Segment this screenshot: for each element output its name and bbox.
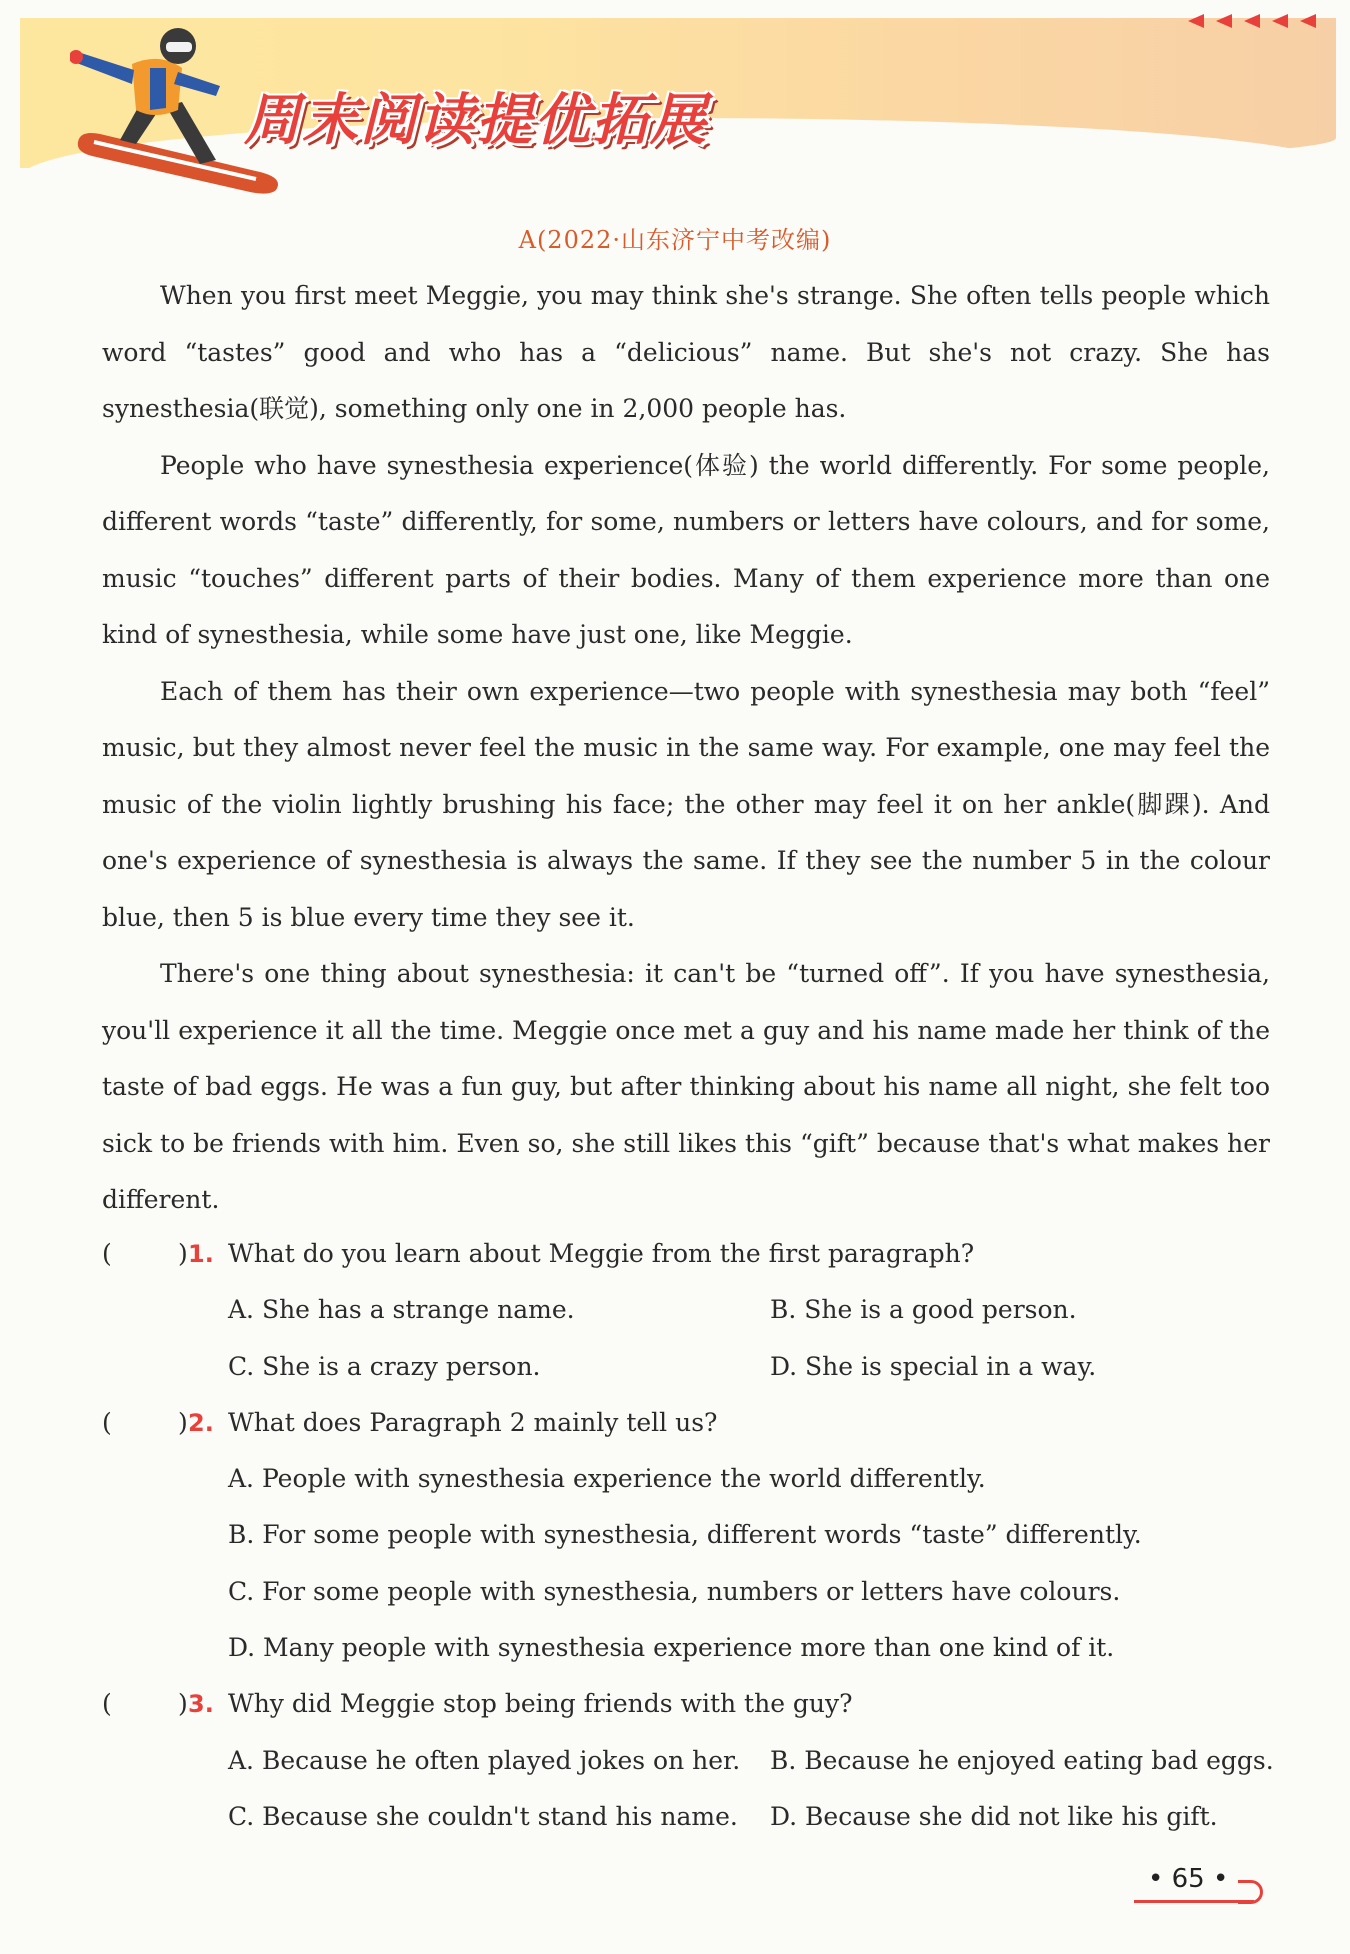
question-3: [102, 1676, 1270, 1732]
option-d[interactable]: D. Because she did not like his gift.: [770, 1801, 1218, 1831]
question-number: 3.: [188, 1690, 214, 1719]
arrow-decoration-icon: [1188, 14, 1316, 28]
answer-blank-close: ): [178, 1689, 188, 1719]
question-stem: What do you learn about Meggie from the first paragraph?: [228, 1239, 975, 1268]
answer-blank-open[interactable]: (: [102, 1407, 112, 1437]
reading-passage: [102, 268, 1270, 1229]
paragraph-1: When you first meet Meggie, you may think she's strange. She often tells people which word “tastes” good and who has a “delicious” name. But she's not crazy. She has synesthesia(联觉), something only one in 2,000 people has.: [102, 281, 1270, 423]
options-row: [102, 1733, 1274, 1789]
question-number: 2.: [188, 1408, 214, 1437]
question-2: [102, 1395, 1270, 1451]
options-row: [102, 1507, 1270, 1563]
question-stem: Why did Meggie stop being friends with the guy?: [228, 1689, 853, 1719]
options-row: [102, 1451, 1270, 1507]
page-number-hook-icon: [1238, 1880, 1263, 1904]
answer-blank-open[interactable]: (: [102, 1239, 112, 1268]
answer-blank-close: ): [178, 1407, 188, 1437]
option-c[interactable]: C. For some people with synesthesia, numbers or letters have colours.: [228, 1576, 1121, 1606]
option-a[interactable]: A. Because he often played jokes on her.: [228, 1745, 741, 1775]
option-a[interactable]: A. She has a strange name.: [228, 1295, 575, 1325]
page-number: • 65 •: [1148, 1864, 1229, 1894]
option-c[interactable]: C. She is a crazy person.: [228, 1351, 541, 1381]
paragraph-3: Each of them has their own experience—two people with synesthesia may both “feel” music, but they almost never feel the music in the same way. For example, one may feel the music of the violin lightly brushing his face; the other may feel it on her ankle(脚踝). And one's experience of synesthesia is always the same. If they see the number 5 in the colour blue, then 5 is blue every time they see it.: [102, 676, 1270, 932]
question-number: 1.: [188, 1240, 214, 1268]
page-title: 周末阅读提优拓展: [244, 88, 708, 153]
option-b[interactable]: B. For some people with synesthesia, different words “taste” differently.: [228, 1520, 1142, 1550]
options-row: [102, 1620, 1270, 1676]
option-b[interactable]: B. Because he enjoyed eating bad eggs.: [770, 1745, 1274, 1775]
options-row: [102, 1339, 1270, 1395]
answer-blank-open[interactable]: (: [102, 1689, 112, 1719]
question-1: [102, 1226, 1270, 1282]
page-number-underline: [1134, 1900, 1254, 1903]
option-c[interactable]: C. Because she couldn't stand his name.: [228, 1801, 738, 1831]
options-row: [102, 1564, 1270, 1620]
paragraph-2: People who have synesthesia experience(体验) the world differently. For some people, different words “taste” differently, for some, numbers or letters have colours, and for some, music “touches” different parts of their bodies. Many of them experience more than one kind of synesthesia, while some have just one, like Meggie.: [102, 450, 1270, 649]
option-a[interactable]: A. People with synesthesia experience the world differently.: [228, 1464, 986, 1494]
option-d[interactable]: D. Many people with synesthesia experience more than one kind of it.: [228, 1633, 1115, 1663]
passage-source: A(2022·山东济宁中考改编): [518, 226, 832, 254]
questions-section: [102, 1226, 1274, 1845]
option-d[interactable]: D. She is special in a way.: [770, 1351, 1097, 1381]
option-b[interactable]: B. She is a good person.: [770, 1295, 1077, 1325]
paragraph-4: There's one thing about synesthesia: it can't be “turned off”. If you have synesthesia, you'll experience it all the time. Meggie once met a guy and his name made her think of the taste of bad eggs. He was a fun guy, but after thinking about his name all night, she felt too sick to be friends with him. Even so, she still likes this “gift” because that's what makes her different.: [102, 959, 1270, 1214]
question-stem: What does Paragraph 2 mainly tell us?: [228, 1407, 718, 1437]
options-row: [102, 1789, 1270, 1845]
answer-blank-close: ): [178, 1239, 188, 1268]
options-row: [102, 1282, 1270, 1338]
